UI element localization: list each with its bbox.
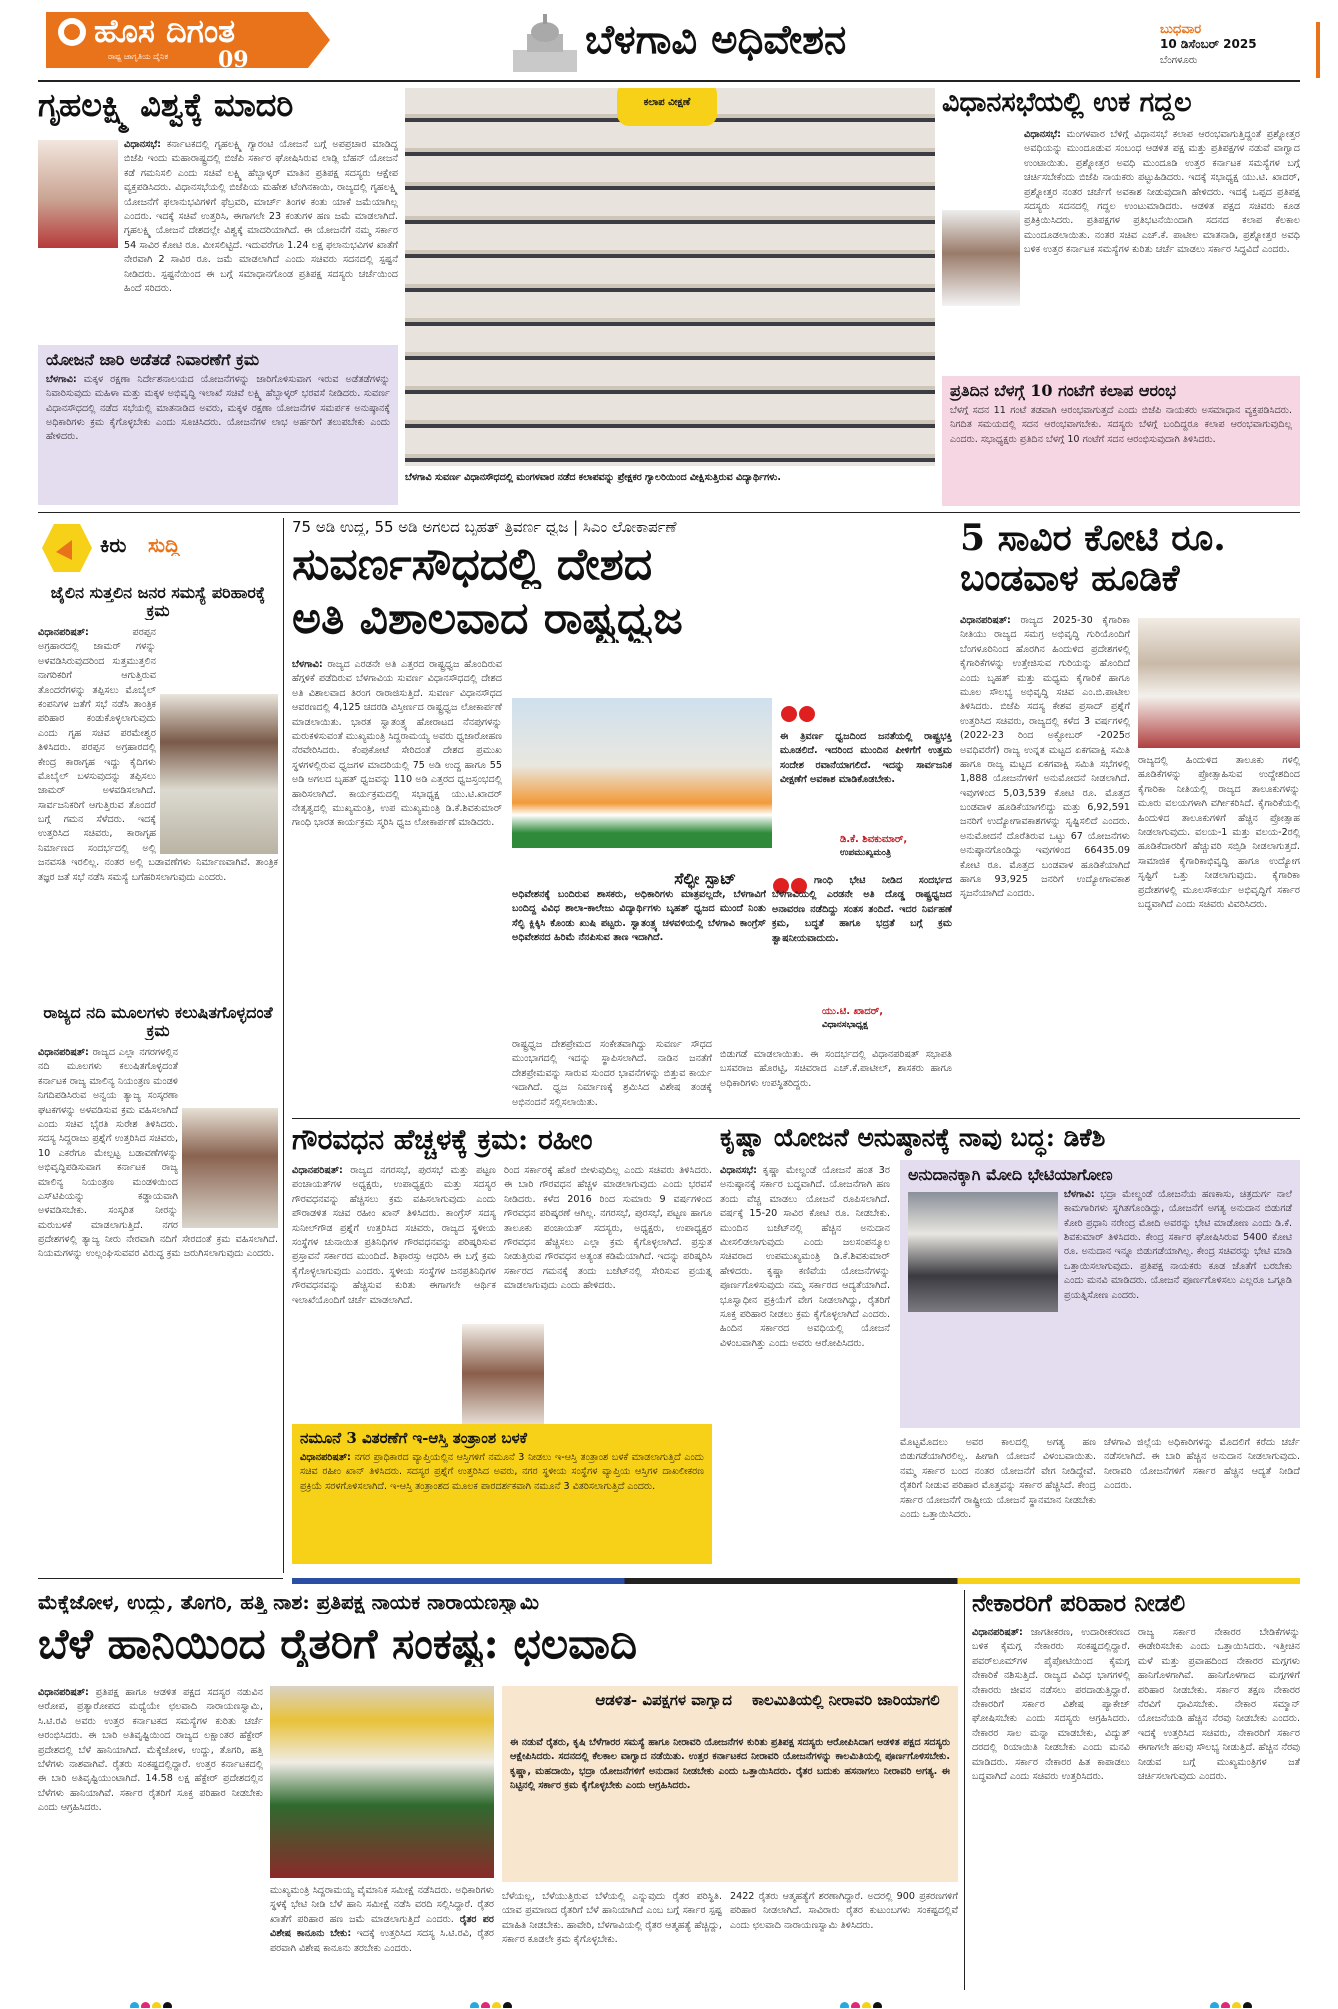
dateline-block bbox=[1160, 22, 1320, 78]
story-body bbox=[720, 1164, 890, 1572]
dateline: ವಿಧಾನಸಭೆ: bbox=[124, 139, 161, 150]
body-text: ಮಂಗಳವಾರ ಬೆಳಿಗ್ಗೆ ವಿಧಾನಸಭೆ ಕಲಾಪ ಆರಂಭವಾಗುತ್ತಿದ್ದಂತೆ ಪ್ರಶ್ನೋತ್ತರ ಅವಧಿಯನ್ನು ಮುಂದೂಡುವ ಸಂಬಂಧ ಆಡಳಿತ ಪಕ್ಷ ಮತ್ತು ಪ್ರತಿಪಕ್ಷಗಳ ನಡುವೆ ವಾಗ್ವಾದ ಉಂಟಾಯಿತು. ಪ್ರಶ್ನೋತ್ತರ ಅವಧಿ ಮುಂದೂಡಿ ಉತ್ತರ ಕರ್ನಾಟಕ ಸಮಸ್ಯೆಗಳ ಬಗ್ಗೆ ಚರ್ಚಿಸಬೇಕೆಂದು ಬಿಜೆಪಿ ನಾಯಕರು ಪಟ್ಟುಹಿಡಿದರು. ಇದಕ್ಕೆ ಸಭಾಧ್ಯಕ್ಷ ಯು.ಟಿ. ಖಾದರ್, ಪ್ರಶ್ನೋತ್ತರ ನಂತರ ಚರ್ಚೆಗೆ ಅವಕಾಶ ನೀಡುವುದಾಗಿ ಹೇಳಿದರು. ಇದಕ್ಕೆ ಒಪ್ಪದ ಪ್ರತಿಪಕ್ಷ ಸದಸ್ಯರು ಸದನದಲ್ಲಿ ಗದ್ದಲ ಉಂಟುಮಾಡಿದರು. ಆಡಳಿತ ಪಕ್ಷದ ಸಚಿವರು ಕೂಡ ಪ್ರತಿಕ್ರಿಯಿಸಿದರು. ಪ್ರತಿಪಕ್ಷಗಳ ಪ್ರತಿಭಟನೆಯಿಂದಾಗಿ ಸದನದ ಕಲಾಪ ಕೆಲಕಾಲ ಮುಂದೂಡಲಾಯಿತು. ನಂತರ ಸಚಿವ ಎಚ್.ಕೆ. ಪಾಟೀಲ ಮಾತನಾಡಿ, ಪ್ರಶ್ನೋತ್ತರ ಅವಧಿ ಬಳಿಕ ಉತ್ತರ ಕರ್ನಾಟಕ ಸಮಸ್ಯೆಗಳ ಕುರಿತು ಚರ್ಚೆ ಮಾಡಲು ಸರ್ಕಾರ ಸಿದ್ಧವಿದೆ ಎಂದರು. bbox=[1024, 129, 1300, 256]
kirusuddi-label-a: ಕಿರು bbox=[100, 534, 127, 557]
body-text: ನಗರ ಪ್ರಾಧಿಕಾರದ ವ್ಯಾಪ್ತಿಯಲ್ಲಿನ ಆಸ್ತಿಗಳಿಗೆ ನಮೂನೆ 3 ನೀಡಲು ಇ-ಆಸ್ತಿ ತಂತ್ರಾಂಶ ಬಳಕೆ ಮಾಡಲಾಗುತ್ತಿದೆ ಎಂದು ಸಚಿವ ರಹೀಂ ಖಾನ್ ತಿಳಿಸಿದರು. ಸದಸ್ಯರ ಪ್ರಶ್ನೆಗೆ ಉತ್ತರಿಸಿದ ಅವರು, ನಗರ ಸ್ಥಳೀಯ ಸಂಸ್ಥೆಗಳ ವ್ಯಾಪ್ತಿಯ ಆಸ್ತಿಗಳ ದಾಖಲೀಕರಣ ಪ್ರಕ್ರಿಯೆ ಸರಳಗೊಳಿಸಲಾಗಿದೆ. ಇ-ಆಸ್ತಿ ತಂತ್ರಾಂಶದ ಮೂಲಕ ಪಾರದರ್ಶಕವಾಗಿ ನಮೂನೆ 3 ವಿತರಿಸಲಾಗುತ್ತಿದೆ ಎಂದರು. bbox=[300, 1451, 704, 1492]
kirusuddi-label-b: ಸುದ್ದಿ bbox=[148, 534, 180, 557]
story-col4: ಬೆಳೆಯಲ್ಲ, ಬೆಳೆಯುತ್ತಿರುವ ಬೆಳೆಯಲ್ಲಿ ಎನ್ನುವುದು ರೈತರ ಪರಿಸ್ಥಿತಿ. ಯಾವ ಪ್ರಮಾಣದ ರೈತರಿಗೆ ಬೆಳೆ ಹಾನಿಯಾಗಿದೆ ಎಂಬ ಬಗ್ಗೆ ಸರ್ಕಾರ ಸ್ಪಷ್ಟ ಮಾಹಿತಿ ನೀಡಬೇಕು. ಹಾವೇರಿ, ಬೆಳಗಾವಿಯಲ್ಲಿ ರೈತರ ಆತ್ಮಹತ್ಯೆ ಹೆಚ್ಚಿದ್ದು, ಸರ್ಕಾರ ಕೂಡಲೇ ಕ್ರಮ ಕೈಗೊಳ್ಳಬೇಕು. bbox=[502, 1891, 722, 1946]
logo-text: ಹೊಸ ದಿಗಂತ bbox=[94, 14, 236, 50]
story-krishna bbox=[720, 1124, 1300, 1572]
story-flag bbox=[292, 518, 952, 1112]
story-body bbox=[942, 128, 1300, 368]
photo-mbpatil bbox=[1138, 618, 1300, 748]
row2a-rule bbox=[292, 1118, 1300, 1119]
story-body bbox=[124, 138, 398, 338]
dateline: ವಿಧಾನಪರಿಷತ್: bbox=[38, 627, 89, 638]
kirusuddi-column bbox=[38, 518, 278, 1573]
story-col2: ಮೊಟ್ಟಮೊದಲು ಅವರ ಕಾಲದಲ್ಲಿ ಅಗತ್ಯ ಹಣ ಬಿಡುಗಡೆಯಾಗಿರಲಿಲ್ಲ. ಹೀಗಾಗಿ ಯೋಜನೆ ವಿಳಂಬವಾಯಿತು. ನಮ್ಮ ಸರ್ಕಾರ ಬಂದ ನಂತರ ಯೋಜನೆಗೆ ವೇಗ ನೀಡಿದ್ದೇವೆ. ರೈತರಿಗೆ ನೀಡುವ ಪರಿಹಾರ ಮೊತ್ತವನ್ನು ಸರ್ಕಾರ ಹೆಚ್ಚಿಸಿದೆ. ಕೇಂದ್ರ ಸರ್ಕಾರ ಯೋಜನೆಗೆ ರಾಷ್ಟ್ರೀಯ ಯೋಜನೆ ಸ್ಥಾನಮಾನ ನೀಡಬೇಕು ಎಂದು ಒತ್ತಾಯಿಸಿದರು. bbox=[900, 1437, 1096, 1520]
headline: ಅನುದಾನಕ್ಕಾಗಿ ಮೋದಿ ಭೇಟಿಯಾಗೋಣ bbox=[908, 1165, 1113, 1184]
headline: ಯೋಜನೆ ಜಾರಿ ಅಡೆತಡೆ ನಿವಾರಣೆಗೆ ಕ್ರಮ bbox=[46, 350, 260, 369]
kirusuddi-label bbox=[38, 518, 278, 578]
dateline: ವಿಧಾನಪರಿಷತ್: bbox=[300, 1451, 351, 1463]
row1-rule bbox=[38, 512, 1300, 513]
divider-tricolor bbox=[292, 1578, 1300, 1584]
flag-col2: ರಾಷ್ಟ್ರಧ್ವಜ ದೇಶಪ್ರೇಮದ ಸಂಕೇತವಾಗಿದ್ದು ಸುವರ್ಣ ಸೌಧದ ಮುಂಭಾಗದಲ್ಲಿ ಇದನ್ನು ಸ್ಥಾಪಿಸಲಾಗಿದೆ. ನಾಡಿನ ಜನತೆಗೆ ದೇಶಪ್ರೇಮವನ್ನು ಸಾರುವ ಸುಂದರ ಭಾವನೆಗಳನ್ನು ಬಿತ್ತುವ ಕಾರ್ಯ ಇದಾಗಿದೆ. ಧ್ವಜ ನಿರ್ಮಾಣಕ್ಕೆ ಶ್ರಮಿಸಿದ ವಿಶೇಷ ತಂಡಕ್ಕೆ ಅಭಿನಂದನೆ ಸಲ್ಲಿಸಲಾಯಿತು. bbox=[512, 1039, 712, 1108]
story-body bbox=[46, 373, 390, 445]
kiru-rule bbox=[283, 518, 284, 1573]
kiru-item2-body bbox=[38, 1046, 278, 1573]
quote-text: ಗಾಂಧಿ ಭೇಟಿ ನೀಡಿದ ಸಂದರ್ಭದ ಬೆಳಗಾವಿಯಲ್ಲಿ ಎರಡನೇ ಅತಿ ದೊಡ್ಡ ರಾಷ್ಟ್ರಧ್ವಜದ ಅನಾವರಣ ನಡೆದಿದ್ದು ಸಂತಸ ತಂದಿದೆ. ಇದರ ನಿರ್ವಹಣೆ ಕ್ರಮ, ಬದ್ಧತೆ ಹಾಗೂ ಭದ್ರತೆ ಬಗ್ಗೆ ಕ್ರಮ ತ್ವಾಷನೀಯವಾದುದು. bbox=[772, 875, 952, 944]
registration-marks-right bbox=[1210, 1996, 1270, 2008]
soudha-dome-icon bbox=[505, 10, 585, 74]
quote-icon bbox=[780, 698, 818, 728]
dateline: ವಿಧಾನಪರಿಷತ್: bbox=[38, 1047, 89, 1058]
story-gaurava bbox=[292, 1124, 712, 1572]
headline: ಬೆಳೆ ಹಾನಿಯಿಂದ ರೈತರಿಗೆ ಸಂಕಷ್ಟ: ಛಲವಾದಿ bbox=[38, 1620, 638, 1668]
masthead bbox=[0, 0, 1338, 80]
story-body bbox=[292, 658, 502, 1108]
sub-body: ಇದಕ್ಕೆ ಉತ್ತರಿಸಿದ ಸದಸ್ಯ ಸಿ.ಟಿ.ರವಿ, ರೈತರ ಪರವಾಗಿ ವಿಶೇಷ ಕಾನೂನು ತರಬೇಕು ಎಂದರು. bbox=[270, 1928, 494, 1954]
story-col2 bbox=[270, 1884, 494, 1986]
story-col2: ರಾಜ್ಯದಲ್ಲಿ ಹಿಂದುಳಿದ ತಾಲೂಕು ಗಳಲ್ಲಿ ಹೂಡಿಕೆಗಳನ್ನು ಪ್ರೋತ್ಸಾಹಿಸುವ ಉದ್ದೇಶದಿಂದ ಕೈಗಾರಿಕಾ ನೀತಿಯಲ್ಲಿ ರಾಜ್ಯದ ತಾಲೂಕುಗಳನ್ನು ಮೂರು ವಲಯಗಳಾಗಿ ವರ್ಗೀಕರಿಸಿದೆ. ಕೈಗಾರಿಕೆಯಲ್ಲಿ ಹಿಂದುಳಿದ ತಾಲೂಕುಗಳಿಗೆ ಹೆಚ್ಚಿನ ಪ್ರೋತ್ಸಾಹ ನೀಡಲಾಗುವುದು. ವಲಯ-1 ಮತ್ತು ವಲಯ-2ರಲ್ಲಿ ಹೂಡಿಕೆದಾರರಿಗೆ ಹೆಚ್ಚುವರಿ ಸಬ್ಸಿಡಿ ನೀಡಲಾಗುತ್ತದೆ. ಸಾಮಾಜಿಕ ಕೈಗಾರಿಕಾಭಿವೃದ್ಧಿ ಹಾಗೂ ಉದ್ಯೋಗ ಸೃಷ್ಟಿಗೆ ಒತ್ತು ನೀಡಲಾಗುವುದು. ಕೈಗಾರಿಕಾ ಪ್ರದೇಶಗಳಲ್ಲಿ ಮೂಲಸೌಕರ್ಯ ಅಭಿವೃದ್ಧಿಗೆ ಸರ್ಕಾರ ಬದ್ಧವಾಗಿದೆ ಎಂದು ಸಚಿವರು ವಿವರಿಸಿದರು. bbox=[1138, 755, 1300, 910]
quote-author: ಡಿ.ಕೆ. ಶಿವಕುಮಾರ್, bbox=[840, 834, 908, 845]
dateline: ಬೆಳಗಾವಿ: bbox=[1064, 1188, 1095, 1200]
main-photo bbox=[405, 88, 935, 466]
box-modi bbox=[900, 1160, 1300, 1428]
story-body bbox=[300, 1451, 704, 1494]
story-bandavala bbox=[960, 518, 1300, 1112]
selfie-headline: ಸೆಲ್ಫೀ ಸ್ಪಾಟ್ bbox=[674, 870, 736, 888]
registration-marks-mid bbox=[840, 1996, 900, 2008]
body-text: ಈ ನಡುವೆ ರೈತರು, ಕೃಷಿ ಬೆಳೆಗಾರರ ಸಮಸ್ಯೆ ಹಾಗೂ ನೀರಾವರಿ ಯೋಜನೆಗಳ ಕುರಿತು ಪ್ರತಿಪಕ್ಷ ಸದಸ್ಯರು ಆರೋಪಿಸಿದಾಗ ಆಡಳಿತ ಪಕ್ಷದ ಸದಸ್ಯರು ಆಕ್ಷೇಪಿಸಿದರು. ಸದನದಲ್ಲಿ ಕೆಲಕಾಲ ವಾಗ್ವಾದ ನಡೆಯಿತು. ಉತ್ತರ ಕರ್ನಾಟಕದ ನೀರಾವರಿ ಯೋಜನೆಗಳನ್ನು ಕಾಲಮಿತಿಯಲ್ಲಿ ಪೂರ್ಣಗೊಳಿಸಬೇಕು. ಕೃಷ್ಣಾ, ಮಹದಾಯಿ, ಭದ್ರಾ ಯೋಜನೆಗಳಿಗೆ ಅನುದಾನ ನೀಡಬೇಕು ಎಂದು ಒತ್ತಾಯಿಸಿದರು. ರೈತರ ಬದುಕು ಹಸನಾಗಲು ನೀರಾವರಿ ಅಗತ್ಯ. ಈ ನಿಟ್ಟಿನಲ್ಲಿ ಸರ್ಕಾರ ಕ್ರಮ ಕೈಗೊಳ್ಳಬೇಕು ಎಂದು ಆಗ್ರಹಿಸಿದರು. bbox=[510, 1737, 950, 1792]
box-eaasti bbox=[292, 1424, 712, 1564]
subhead: ರೈತರ ಪರ ವಿಶೇಷ ಕಾನೂನು ಬೇಕು: bbox=[270, 1913, 494, 1940]
story-uka bbox=[942, 88, 1300, 368]
headline-right: ಕಾಲಮಿತಿಯಲ್ಲಿ ನೀರಾವರಿ ಜಾರಿಯಾಗಲಿ bbox=[752, 1692, 940, 1709]
logo-block bbox=[38, 8, 338, 72]
headline: ಗೃಹಲಕ್ಷ್ಮಿ ವಿಶ್ವಕ್ಕೆ ಮಾದರಿ bbox=[38, 88, 294, 124]
body-text: ಪರಪ್ಪನ ಅಗ್ರಹಾರದಲ್ಲಿ ಜಾಮರ್ ಗಳನ್ನು ಅಳವಡಿಸಿರುವುದರಿಂದ ಸುತ್ತಮುತ್ತಲಿನ ನಾಗರಿಕರಿಗೆ ಆಗುತ್ತಿರುವ ತೊಂದರೆಗಳನ್ನು ತಪ್ಪಿಸಲು ಮೊಬೈಲ್ ಕಂಪನಿಗಳ ಜತೆಗೆ ಸಭೆ ನಡೆಸಿ ತಾಂತ್ರಿಕ ಪರಿಹಾರ ಕಂಡುಕೊಳ್ಳಲಾಗುವುದು ಎಂದು ಗೃಹ ಸಚಿವ ಪರಮೇಶ್ವರ ತಿಳಿಸಿದರು. ಪರಪ್ಪನ ಅಗ್ರಹಾರದಲ್ಲಿ ಕೇಂದ್ರ ಕಾರಾಗೃಹ ಇದ್ದು ಕೈದಿಗಳು ಮೊಬೈಲ್ ಬಳಸುವುದನ್ನು ತಪ್ಪಿಸಲು ಜಾಮರ್ ಅಳವಡಿಸಲಾಗಿದೆ. ಸಾರ್ವಜನಿಕರಿಗೆ ಆಗುತ್ತಿರುವ ತೊಂದರೆ ಬಗ್ಗೆ ಗಮನ ಸೆಳೆದರು. ಇದಕ್ಕೆ ಉತ್ತರಿಸಿದ ಸಚಿವರು, ಕಾರಾಗೃಹ ನಿರ್ಮಾಣದ ಸಂದರ್ಭದಲ್ಲಿ ಅಲ್ಲಿ ಜನವಸತಿ ಇರಲಿಲ್ಲ. ನಂತರ ಅಲ್ಲಿ ಬಡಾವಣೆಗಳು ನಿರ್ಮಾಣವಾಗಿವೆ. ತಾಂತ್ರಿಕ ತಜ್ಞರ ಜತೆ ಸಭೆ ನಡೆಸಿ ಸಮಸ್ಯೆ ಬಗೆಹರಿಸಲಾಗುವುದು ಎಂದರು. bbox=[38, 627, 278, 883]
main-photo-block bbox=[405, 88, 935, 506]
body-text: ಭದ್ರಾ ಮೇಲ್ದಂಡೆ ಯೋಜನೆಯ ಹಣಕಾಸು, ಚಿತ್ರದುರ್ಗ ನಾಲೆ ಕಾಮಗಾರಿಗಳು ಸ್ಥಗಿತಗೊಂಡಿದ್ದು, ಯೋಜನೆಗೆ ಅಗತ್ಯ ಅನುದಾನ ಬಿಡುಗಡೆ ಕೋರಿ ಪ್ರಧಾನಿ ನರೇಂದ್ರ ಮೋದಿ ಅವರನ್ನು ಭೇಟಿ ಮಾಡೋಣ ಎಂದು ಡಿ.ಕೆ. ಶಿವಕುಮಾರ್ ತಿಳಿಸಿದರು. ಕೇಂದ್ರ ಸರ್ಕಾರ ಘೋಷಿಸಿರುವ 5400 ಕೋಟಿ ರೂ. ಅನುದಾನ ಇನ್ನೂ ಬಿಡುಗಡೆಯಾಗಿಲ್ಲ. ಕೇಂದ್ರ ಸಚಿವರನ್ನು ಭೇಟಿ ಮಾಡಿ ಒತ್ತಾಯಿಸಲಾಗುವುದು. ಪ್ರತಿಪಕ್ಷ ನಾಯಕರು ಕೂಡ ಜೊತೆಗೆ ಬರಬೇಕು ಎಂದು ಮನವಿ ಮಾಡಿದರು. ಯೋಜನೆ ಪೂರ್ಣಗೊಳಿಸಲು ಎಲ್ಲರೂ ಒಗ್ಗೂಡಿ ಪ್ರಯತ್ನಿಸೋಣ ಎಂದರು. bbox=[1064, 1188, 1292, 1301]
selfie-body: ಅಧಿವೇಶನಕ್ಕೆ ಬಂದಿರುವ ಶಾಸಕರು, ಅಧಿಕಾರಿಗಳು ಮಾತ್ರವಲ್ಲದೇ, ಬೆಳಗಾವಿಗೆ ಬಂದಿದ್ದ ವಿವಿಧ ಶಾಲಾ-ಕಾಲೇಜು ವಿದ್ಯಾರ್ಥಿಗಳು ಬೃಹತ್ ಧ್ವಜದ ಮುಂದೆ ನಿಂತು ಸೆಲ್ಫಿ ಕ್ಲಿಕ್ಕಿಸಿ ಕೊಂಡು ಖುಷಿ ಪಟ್ಟರು. ಸ್ವಾತಂತ್ರ್ಯ ಚಳವಳಿಯಲ್ಲಿ ಬೆಳಗಾವಿ ಕಾಂಗ್ರೆಸ್ ಅಧಿವೇಶನದ ಹಿರಿಮೆ ನೆನಪಿಸುವ ತಾಣ ಇದಾಗಿದೆ. bbox=[512, 888, 766, 944]
photo-caption: ಬೆಳಗಾವಿ ಸುವರ್ಣ ವಿಧಾನಸೌಧದಲ್ಲಿ ಮಂಗಳವಾರ ನಡೆದ ಕಲಾಪವನ್ನು ಪ್ರೇಕ್ಷಕರ ಗ್ಯಾಲರಿಯಿಂದ ವೀಕ್ಷಿಸುತ್ತಿರುವ ವಿದ್ಯಾರ್ಥಿಗಳು. bbox=[405, 472, 781, 483]
story-gruhalakshmi bbox=[38, 88, 398, 338]
dateline: ಬೆಳಗಾವಿ: bbox=[46, 373, 77, 385]
dateline: ವಿಧಾನಪರಿಷತ್: bbox=[38, 1687, 89, 1698]
body-text: ಬೆಳಗ್ಗೆ ಸದನ 11 ಗಂಟೆ ತಡವಾಗಿ ಆರಂಭವಾಗುತ್ತದೆ ಎಂದು ಬಿಜೆಪಿ ನಾಯಕರು ಅಸಮಾಧಾನ ವ್ಯಕ್ತಪಡಿಸಿದರು. ನಿಗದಿತ ಸಮಯದಲ್ಲಿ ಸದನ ಆರಂಭವಾಗಬೇಕು. ಸದಸ್ಯರು ಬೆಳಗ್ಗೆ ಬಂದಿದ್ದರೂ ಕಲಾಪ ಆರಂಭವಾಗುವುದಿಲ್ಲ ಎಂದರು. ಸಭಾಧ್ಯಕ್ಷರು ಪ್ರತಿದಿನ ಬೆಳಗ್ಗೆ 10 ಗಂಟೆಗೆ ಸದನ ಆರಂಭಿಸುವುದಾಗಿ ತಿಳಿಸಿದರು. bbox=[950, 404, 1292, 445]
section-title: ಬೆಳಗಾವಿ ಅಧಿವೇಶನ bbox=[585, 18, 847, 63]
body-text: ಕರ್ನಾಟಕದಲ್ಲಿ ಗೃಹಲಕ್ಷ್ಮಿ ಗ್ಯಾರಂಟಿ ಯೋಜನೆ ಬಗ್ಗೆ ಅಪಪ್ರಚಾರ ಮಾಡಿದ್ದ ಬಿಜೆಪಿ ಇಂದು ಮಹಾರಾಷ್ಟ್ರದಲ್ಲಿ ಬಿಜೆಪಿ ಸರ್ಕಾರ ಘೋಷಿಸಿರುವ ಲಾಡ್ಲಿ ಬೆಹನ್ ಯೋಜನೆ ಕಡೆ ಗಮನಿಸಲಿ ಎಂದು ಸಚಿವೆ ಲಕ್ಷ್ಮಿ ಹೆಬ್ಬಾಳ್ಕರ್ ಮಾತಿನ ಪ್ರತಿಪಕ್ಷ ಸದಸ್ಯರು ಆಕ್ಷೇಪ ವ್ಯಕ್ತಪಡಿಸಿದರು. ವಿಧಾನಸಭೆಯಲ್ಲಿ ಬಿಜೆಪಿಯ ಮಹೇಶ ಟೆಂಗಿನಕಾಯಿ, ರಾಜ್ಯದಲ್ಲಿ ಗೃಹಲಕ್ಷ್ಮಿ ಯೋಜನೆಗೆ ಫಲಾನುಭವಿಗಳಿಗೆ ಫೆಬ್ರವರಿ, ಮಾರ್ಚ್ ತಿಂಗಳ ಕಂತು ಯಾಕೆ ಜಮೆಯಾಗಿಲ್ಲ ಎಂದರು. ಇದಕ್ಕೆ ಸಚಿವೆ ಉತ್ತರಿಸಿ, ಈಗಾಗಲೇ 23 ಕಂತುಗಳ ಹಣ ಜಮೆ ಮಾಡಲಾಗಿದೆ. ಗೃಹಲಕ್ಷ್ಮಿ ಯೋಜನೆ ದೇಶದಲ್ಲೇ ವಿಶ್ವಕ್ಕೆ ಮಾದರಿಯಾಗಿದೆ. ಈ ಯೋಜನೆಗೆ ನಮ್ಮ ಸರ್ಕಾರ 54 ಸಾವಿರ ಕೋಟಿ ರೂ. ಮೀಸಲಿಟ್ಟಿದೆ. ಇದುವರೆಗೂ 1.24 ಲಕ್ಷ ಫಲಾನುಭವಿಗಳ ಖಾತೆಗೆ ನೇರವಾಗಿ 2 ಸಾವಿರ ರೂ. ಜಮೆ ಮಾಡಲಾಗಿದೆ ಎಂದು ಸಚಿವರು ಸದನದಲ್ಲಿ ಸ್ಪಷ್ಟನೆ ನೀಡಿದರು. ಸ್ಪಷ್ಟನೆಯಿಂದ ಈ ಬಗ್ಗೆ ಸಮಾಧಾನಗೊಂಡ ಪ್ರತಿಪಕ್ಷ ಸದಸ್ಯರು ಚರ್ಚೆಯಿಂದ ಹಿಂದೆ ಸರಿದರು. bbox=[124, 139, 398, 294]
story-nekara bbox=[972, 1590, 1300, 1990]
dateline: ವಿಧಾನಪರಿಷತ್: bbox=[972, 1627, 1023, 1638]
headline: ನೇಕಾರರಿಗೆ ಪರಿಹಾರ ನೀಡಲಿ bbox=[972, 1590, 1186, 1617]
story-col2: ರಿಂದ ಸರ್ಕಾರಕ್ಕೆ ಹೊರೆ ಬೀಳುವುದಿಲ್ಲ ಎಂದು ಸಚಿವರು ತಿಳಿಸಿದರು. ಈ ಬಾರಿ ಗೌರವಧನ ಹೆಚ್ಚಳ ಮಾಡಲಾಗುವುದು ಎಂದು ಭರವಸೆ ನೀಡಿದರು. ಕಳೆದ 2016 ರಿಂದ ಸುಮಾರು 9 ವರ್ಷಗಳಿಂದ ಗೌರವಧನ ಪರಿಷ್ಕರಣೆ ಆಗಿಲ್ಲ. ನಗರಸಭೆ, ಪುರಸಭೆ, ಪಟ್ಟಣ ಹಾಗೂ ತಾಲೂಕು ಪಂಚಾಯತ್ ಸದಸ್ಯರು, ಅಧ್ಯಕ್ಷರು, ಉಪಾಧ್ಯಕ್ಷರ ಗೌರವಧನ ಹೆಚ್ಚಿಸಲು ಎಲ್ಲಾ ಕ್ರಮ ಕೈಗೊಳ್ಳಲಾಗಿದೆ. ಪ್ರಸ್ತುತ ನೀಡುತ್ತಿರುವ ಗೌರವಧನ ಅತ್ಯಂತ ಕಡಿಮೆಯಾಗಿದೆ. ಇದನ್ನು ಪರಿಷ್ಕರಿಸಿ ಸರ್ಕಾರದ ಗಮನಕ್ಕೆ ತಂದು ಬಜೆಟ್‌ನಲ್ಲಿ ಸೇರಿಸುವ ಪ್ರಯತ್ನ ಮಾಡಲಾಗುವುದು ಎಂದು ಹೇಳಿದರು. bbox=[504, 1165, 712, 1292]
body-text: ರಾಜ್ಯದ ಎಲ್ಲಾ ನಗರಗಳಲ್ಲಿನ ನದಿ ಮೂಲಗಳು ಕಲುಷಿತಗೊಳ್ಳದಂತೆ ಕರ್ನಾಟಕ ರಾಜ್ಯ ಮಾಲಿನ್ಯ ನಿಯಂತ್ರಣ ಮಂಡಳಿ ನಿಗದಿಪಡಿಸಿರುವ ಅನ್ವಯ ತ್ಯಾಜ್ಯ ಸಂಸ್ಕರಣಾ ಘಟಕಗಳನ್ನು ಅಳವಡಿಸುವ ಕ್ರಮ ವಹಿಸಲಾಗಿದೆ ಎಂದು ಸಚಿವ ಭೈರತಿ ಸುರೇಶ ತಿಳಿಸಿದರು. ಸದಸ್ಯ ಸಿದ್ದರಾಜು ಪ್ರಶ್ನೆಗೆ ಉತ್ತರಿಸಿದ ಸಚಿವರು, 10 ಎಕರೆಗೂ ಮೇಲ್ಪಟ್ಟ ಬಡಾವಣೆಗಳನ್ನು ಅಭಿವೃದ್ಧಿಪಡಿಸುವಾಗ ಕರ್ನಾಟಕ ರಾಜ್ಯ ಮಾಲಿನ್ಯ ನಿಯಂತ್ರಣ ಮಂಡಳಿಯಿಂದ ಎಸ್‌ಟಿಪಿಯನ್ನು ಕಡ್ಡಾಯವಾಗಿ ಅಳವಡಿಸಬೇಕು. ಸಂಸ್ಕರಿತ ನೀರನ್ನು ಮರುಬಳಕೆ ಮಾಡಲಾಗುತ್ತಿದೆ. ನಗರ ಪ್ರದೇಶಗಳಲ್ಲಿ ತ್ಯಾಜ್ಯ ನೀರು ನೇರವಾಗಿ ನದಿಗೆ ಸೇರದಂತೆ ಕ್ರಮ ವಹಿಸಲಾಗಿದೆ. ನಿಯಮಗಳನ್ನು ಉಲ್ಲಂಘಿಸುವವರ ವಿರುದ್ಧ ಕ್ರಮ ಜರುಗಿಸಲಾಗುವುದು ಎಂದರು. bbox=[38, 1047, 278, 1260]
story-col5: 2422 ರೈತರು ಆತ್ಮಹತ್ಯೆಗೆ ಶರಣಾಗಿದ್ದಾರೆ. ಅದರಲ್ಲಿ 900 ಪ್ರಕರಣಗಳಿಗೆ ಪರಿಹಾರ ನೀಡಲಾಗಿದೆ. ಸಾವಿರಾರು ರೈತರ ಕುಟುಂಬಗಳು ಸಂಕಷ್ಟದಲ್ಲಿವೆ ಎಂದು ಛಲವಾದಿ ನಾರಾಯಣಸ್ವಾಮಿ ತಿಳಿಸಿದರು. bbox=[730, 1891, 958, 1931]
body-text: ಮುಖ್ಯಮಂತ್ರಿ ಸಿದ್ದರಾಮಯ್ಯ ವೈಮಾನಿಕ ಸಮೀಕ್ಷೆ ನಡೆಸಿದರು. ಅಧಿಕಾರಿಗಳು ಸ್ಥಳಕ್ಕೆ ಭೇಟಿ ನೀಡಿ ಬೆಳೆ ಹಾನಿ ಸಮೀಕ್ಷೆ ನಡೆಸಿ ವರದಿ ಸಲ್ಲಿಸಿದ್ದಾರೆ. ರೈತರ ಖಾತೆಗೆ ಪರಿಹಾರ ಹಣ ಜಮೆ ಮಾಡಲಾಗುತ್ತಿದೆ ಎಂದರು. bbox=[270, 1885, 494, 1925]
headline: ಪ್ರತಿದಿನ ಬೆಳಗ್ಗೆ 10 ಗಂಟೆಗೆ ಕಲಾಪ ಆರಂಭ bbox=[950, 381, 1176, 400]
headline: ನಮೂನೆ 3 ವಿತರಣೆಗೆ ಇ-ಆಸ್ತಿ ತಂತ್ರಾಂಶ ಬಳಕೆ bbox=[300, 1429, 527, 1447]
headline: ಕೃಷ್ಣಾ ಯೋಜನೆ ಅನುಷ್ಠಾನಕ್ಕೆ ನಾವು ಬದ್ಧ: ಡಿಕೆಶಿ bbox=[720, 1124, 1106, 1152]
date-full: 10 ಡಿಸೆಂಬರ್ 2025 bbox=[1160, 37, 1257, 51]
kalapa-tag bbox=[617, 88, 717, 126]
box-yojane bbox=[38, 345, 398, 505]
kicker: 75 ಅಡಿ ಉದ್ದ, 55 ಅಡಿ ಅಗಲದ ಬೃಹತ್ ತ್ರಿವರ್ಣ ಧ್ವಜ | ಸಿಎಂ ಲೋಕಾರ್ಪಣೆ bbox=[292, 518, 677, 536]
body-text: ರಾಜ್ಯದ 2025-30 ಕೈಗಾರಿಕಾ ನೀತಿಯು ರಾಜ್ಯದ ಸಮಗ್ರ ಅಭಿವೃದ್ಧಿ ಗುರಿಯೊಂದಿಗೆ ಬೆಂಗಳೂರಿನಿಂದ ಹೊರಗಿನ ಹಿಂದುಳಿದ ಪ್ರದೇಶಗಳಲ್ಲಿ ಕೈಗಾರಿಕೆಗಳನ್ನು ಉತ್ತೇಜಿಸುವ ಗುರಿಯನ್ನು ಹೊಂದಿದೆ ಎಂದು ಬೃಹತ್ ಮತ್ತು ಮಧ್ಯಮ ಕೈಗಾರಿಕೆ ಹಾಗೂ ಮೂಲ ಸೌಲಭ್ಯ ಅಭಿವೃದ್ಧಿ ಸಚಿವ ಎಂ.ಬಿ.ಪಾಟೀಲ ತಿಳಿಸಿದರು. ಬಿಜೆಪಿ ಸದಸ್ಯ ಕೇಶವ ಪ್ರಸಾದ್ ಪ್ರಶ್ನೆಗೆ ಉತ್ತರಿಸಿದ ಸಚಿವರು, ರಾಜ್ಯದಲ್ಲಿ ಕಳೆದ 3 ವರ್ಷಗಳಲ್ಲಿ (2022-23 ರಿಂದ ಅಕ್ಟೋಬರ್ -2025ರ ಅವಧಿವರೆಗೆ) ರಾಜ್ಯ ಉನ್ನತ ಮಟ್ಟದ ಏಕಗವಾಕ್ಷಿ ಸಮಿತಿ ಹಾಗೂ ರಾಜ್ಯ ಮಟ್ಟದ ಏಕಗವಾಕ್ಷಿ ಸಮಿತಿ ಸಭೆಗಳಲ್ಲಿ 1,888 ಯೋಜನೆಗಳಿಗೆ ಅನುಮೋದನೆ ನೀಡಲಾಗಿದೆ. ಇವುಗಳಿಂದ 5,03,539 ಕೋಟಿ ರೂ. ಮೊತ್ತದ ಬಂಡವಾಳ ಹೂಡಿಕೆಯಾಗಲಿದ್ದು ಮತ್ತು 6,92,591 ಜನರಿಗೆ ಉದ್ಯೋಗಾವಕಾಶಗಳನ್ನು ಸೃಷ್ಟಿಸಲಿದೆ ಎಂದರು. ಅನುಮೋದನೆ ದೊರೆತಿರುವ ಒಟ್ಟು 67 ಯೋಜನೆಗಳು ಅನುಷ್ಠಾನಗೊಂಡಿದ್ದು ಇವುಗಳಿಂದ 66435.09 ಕೋಟಿ ರೂ. ಮೊತ್ತದ ಬಂಡವಾಳ ಹೂಡಿಕೆಯಾಗಿದೆ ಹಾಗೂ 93,925 ಜನರಿಗೆ ಉದ್ಯೋಗಾವಕಾಶ ಸೃಜನೆಯಾಗಿದೆ ಎಂದರು. bbox=[960, 615, 1130, 900]
quote-dks bbox=[780, 698, 952, 868]
selfie-box bbox=[512, 870, 766, 1020]
dateline: ವಿಧಾನಸಭೆ: bbox=[1024, 129, 1061, 140]
kiru-item1-body bbox=[38, 626, 278, 992]
story-body bbox=[972, 1626, 1130, 1986]
quote-khader bbox=[772, 870, 952, 1040]
date-city: ಬೆಂಗಳೂರು bbox=[1160, 55, 1198, 66]
story-bele bbox=[38, 1590, 958, 1990]
logo-tagline: ರಾಷ್ಟ್ರ ಜಾಗೃತಿಯ ದೈನಿಕ bbox=[108, 52, 169, 61]
body-text: ಕೃಷ್ಣಾ ಮೇಲ್ದಂಡೆ ಯೋಜನೆ ಹಂತ 3ರ ಅನುಷ್ಠಾನಕ್ಕೆ ಸರ್ಕಾರ ಬದ್ಧವಾಗಿದೆ. ಯೋಜನೆಗಾಗಿ ಹಣ ತಂದು ವೆಚ್ಚ ಮಾಡಲು ಯೋಜನೆ ರೂಪಿಸಲಾಗಿದೆ. ವರ್ಷಕ್ಕೆ 15-20 ಸಾವಿರ ಕೋಟಿ ರೂ. ನೀಡಬೇಕು. ಮುಂದಿನ ಬಜೆಟ್‌ನಲ್ಲಿ ಹೆಚ್ಚಿನ ಅನುದಾನ ಮೀಸಲಿಡಲಾಗುವುದು ಎಂದು ಜಲಸಂಪನ್ಮೂಲ ಸಚಿವರಾದ ಉಪಮುಖ್ಯಮಂತ್ರಿ ಡಿ.ಕೆ.ಶಿವಕುಮಾರ್ ಹೇಳಿದರು. ಕೃಷ್ಣಾ ಕಣಿವೆಯ ಯೋಜನೆಗಳನ್ನು ಪೂರ್ಣಗೊಳಿಸುವುದು ನಮ್ಮ ಸರ್ಕಾರದ ಆದ್ಯತೆಯಾಗಿದೆ. ಭೂಸ್ವಾಧೀನ ಪ್ರಕ್ರಿಯೆಗೆ ವೇಗ ನೀಡಲಾಗಿದ್ದು, ರೈತರಿಗೆ ಸೂಕ್ತ ಪರಿಹಾರ ನೀಡಲು ಕ್ರಮ ಕೈಗೊಳ್ಳಲಾಗಿದೆ ಎಂದರು. ಹಿಂದಿನ ಸರ್ಕಾರದ ಅವಧಿಯಲ್ಲಿ ಯೋಜನೆ ವಿಳಂಬವಾಗಿತ್ತು ಎಂದು ಅವರು ಆರೋಪಿಸಿದರು. bbox=[720, 1165, 890, 1349]
headline: ಗೌರವಧನ ಹೆಚ್ಚಳಕ್ಕೆ ಕ್ರಮ: ರಹೀಂ bbox=[292, 1124, 593, 1156]
headline: ವಿಧಾನಸಭೆಯಲ್ಲಿ ಉಕ ಗದ್ದಲ bbox=[942, 88, 1192, 118]
dateline: ವಿಧಾನಪರಿಷತ್: bbox=[960, 615, 1011, 626]
story-col2: ರಾಜ್ಯ ಸರ್ಕಾರ ನೇಕಾರರ ಬೇಡಿಕೆಗಳನ್ನು ಈಡೇರಿಸಬೇಕು ಎಂದು ಒತ್ತಾಯಿಸಿದರು. ಇತ್ತೀಚಿನ ಮಳೆ ಮತ್ತು ಪ್ರವಾಹದಿಂದ ನೇಕಾರರ ಮಗ್ಗಗಳು ಹಾನಿಗೊಳಗಾಗಿವೆ. ಹಾನಿಗೊಳಗಾದ ಮಗ್ಗಗಳಿಗೆ ಪರಿಹಾರ ನೀಡಬೇಕು. ಸರ್ಕಾರ ತಕ್ಷಣ ನೇಕಾರರ ನೆರವಿಗೆ ಧಾವಿಸಬೇಕು. ನೇಕಾರ ಸಮ್ಮಾನ್ ಯೋಜನೆಯಡಿ ಹೆಚ್ಚಿನ ನೆರವು ನೀಡಬೇಕು ಎಂದರು. ಇದಕ್ಕೆ ಉತ್ತರಿಸಿದ ಸಚಿವರು, ನೇಕಾರರಿಗೆ ಸರ್ಕಾರ ಈಗಾಗಲೇ ಹಲವು ಸೌಲಭ್ಯ ನೀಡುತ್ತಿದೆ. ಹೆಚ್ಚಿನ ನೆರವು ನೀಡುವ ಬಗ್ಗೆ ಮುಖ್ಯಮಂತ್ರಿಗಳ ಜತೆ ಚರ್ಚಿಸಲಾಗುವುದು ಎಂದರು. bbox=[1138, 1627, 1300, 1782]
row2-rule bbox=[38, 1578, 283, 1579]
page-number: 09 bbox=[218, 48, 249, 72]
photo-dks bbox=[908, 1192, 1058, 1312]
quote-role: ವಿಧಾನಸಭಾಧ್ಯಕ್ಷ bbox=[822, 1020, 868, 1030]
headline: 5 ಸಾವಿರ ಕೋಟಿ ರೂ. ಬಂಡವಾಳ ಹೂಡಿಕೆ bbox=[960, 518, 1226, 600]
story-col3: ಚೆಳಗಾವಿ ಜಿಲ್ಲೆಯ ಅಧಿಕಾರಿಗಳನ್ನು ಮೊದಲಿಗೆ ಕರೆದು ಚರ್ಚೆ ನಡೆಸಲಾಗಿದೆ. ಈ ಬಾರಿ ಹೆಚ್ಚಿನ ಅನುದಾನ ನೀಡಲಾಗುವುದು. ನೀರಾವರಿ ಯೋಜನೆಗಳಿಗೆ ಸರ್ಕಾರ ಹೆಚ್ಚಿನ ಆದ್ಯತೆ ನೀಡಿದೆ ಎಂದರು. bbox=[1104, 1437, 1300, 1492]
megaphone-icon bbox=[42, 522, 92, 574]
kiru-item1-headline: ಜೈಲಿನ ಸುತ್ತಲಿನ ಜನರ ಸಮಸ್ಯೆ ಪರಿಹಾರಕ್ಕೆ ಕ್ರಮ bbox=[50, 584, 266, 620]
body-text: ಮಕ್ಕಳ ರಕ್ಷಣಾ ನಿರ್ದೇಶನಾಲಯದ ಯೋಜನೆಗಳನ್ನು ಜಾರಿಗೊಳಿಸುವಾಗ ಇರುವ ಅಡೆತಡೆಗಳನ್ನು ನಿವಾರಿಸುವುದು ಮಹಿಳಾ ಮತ್ತು ಮಕ್ಕಳ ಅಭಿವೃದ್ಧಿ ಇಲಾಖೆ ಸಚಿವೆ ಲಕ್ಷ್ಮಿ ಹೆಬ್ಬಾಳ್ಕರ್ ಭರವಸೆ ನೀಡಿದರು. ಸುವರ್ಣ ವಿಧಾನಸೌಧದಲ್ಲಿ ನಡೆದ ಸಭೆಯಲ್ಲಿ ಮಾತನಾಡಿದ ಅವರು, ಮಕ್ಕಳ ರಕ್ಷಣಾ ಯೋಜನೆಗಳ ಸಮರ್ಪಕ ಅನುಷ್ಠಾನಕ್ಕೆ ಅಧಿಕಾರಿಗಳು ಕ್ರಮ ಕೈಗೊಳ್ಳಬೇಕು ಎಂದು ಸೂಚಿಸಿದರು. ಯೋಜನೆಗಳ ಲಾಭ ಅರ್ಹರಿಗೆ ತಲುಪಬೇಕು ಎಂದು ಹೇಳಿದರು. bbox=[46, 373, 390, 443]
kalapa-tag-text: ಕಲಾಪ ವೀಕ್ಷಣೆ bbox=[643, 97, 691, 108]
headline-left: ಆಡಳಿತ- ವಿಪಕ್ಷಗಳ ವಾಗ್ವಾದ bbox=[595, 1692, 732, 1709]
registration-marks-left bbox=[130, 1996, 190, 2008]
registration-marks-center bbox=[470, 1996, 530, 2008]
box-vagvada bbox=[502, 1686, 958, 1882]
body-text: ರಾಜ್ಯದ ನಗರಸಭೆ, ಪುರಸಭೆ ಮತ್ತು ಪಟ್ಟಣ ಪಂಚಾಯತ್‌ಗಳ ಅಧ್ಯಕ್ಷರು, ಉಪಾಧ್ಯಕ್ಷರು ಮತ್ತು ಸದಸ್ಯರ ಗೌರವಧನವನ್ನು ಹೆಚ್ಚಿಸಲು ಕ್ರಮ ವಹಿಸಲಾಗುವುದು ಎಂದು ಪೌರಾಡಳಿತ ಸಚಿವ ರಹೀಂ ಖಾನ್ ತಿಳಿಸಿದರು. ಕಾಂಗ್ರೆಸ್ ಸದಸ್ಯ ಸುನೀಲ್‌ಗೌಡ ಪ್ರಶ್ನೆಗೆ ಉತ್ತರಿಸಿದ ಸಚಿವರು, ರಾಜ್ಯದ ಸ್ಥಳೀಯ ಸಂಸ್ಥೆಗಳ ಚುನಾಯಿತ ಪ್ರತಿನಿಧಿಗಳ ಗೌರವಧನವನ್ನು ಪರಿಷ್ಕರಿಸುವ ಪ್ರಸ್ತಾವನೆ ಸರ್ಕಾರದ ಮುಂದಿದೆ. ಶಿಫಾರಸ್ಸು ಆಧರಿಸಿ ಈ ಬಗ್ಗೆ ಕ್ರಮ ಕೈಗೊಳ್ಳಲಾಗುವುದು ಎಂದರು. ಸ್ಥಳೀಯ ಸಂಸ್ಥೆಗಳ ಜನಪ್ರತಿನಿಧಿಗಳ ಗೌರವಧನವನ್ನು ಹೆಚ್ಚಿಸುವ ಕುರಿತು ಈಗಾಗಲೇ ಆರ್ಥಿಕ ಇಲಾಖೆಯೊಂದಿಗೆ ಚರ್ಚೆ ಮಾಡಲಾಗಿದೆ. bbox=[292, 1165, 496, 1306]
masthead-rule bbox=[38, 80, 1300, 82]
headline-2: ಅತಿ ವಿಶಾಲವಾದ ರಾಷ್ಟ್ರಧ್ವಜ bbox=[292, 594, 683, 644]
quote-author: ಯು.ಟಿ. ಖಾದರ್, bbox=[822, 1006, 884, 1017]
body-text: ಜಾಗತೀಕರಣ, ಉದಾರೀಕರಣದ ಬಳಿಕ ಕೈಮಗ್ಗ ನೇಕಾರರು ಸಂಕಷ್ಟದಲ್ಲಿದ್ದಾರೆ. ಪವರ್‌ಲೂಮ್‌ಗಳ ಪೈಪೋಟಿಯಿಂದ ಕೈಮಗ್ಗ ನೇಕಾರಿಕೆ ನಶಿಸುತ್ತಿದೆ. ರಾಜ್ಯದ ವಿವಿಧ ಭಾಗಗಳಲ್ಲಿ ನೇಕಾರರು ಜೀವನ ನಡೆಸಲು ಪರದಾಡುತ್ತಿದ್ದಾರೆ. ನೇಕಾರರಿಗೆ ಸರ್ಕಾರ ವಿಶೇಷ ಪ್ಯಾಕೇಜ್ ಘೋಷಿಸಬೇಕು ಎಂದು ಸದಸ್ಯರು ಆಗ್ರಹಿಸಿದರು. ನೇಕಾರರ ಸಾಲ ಮನ್ನಾ ಮಾಡಬೇಕು, ವಿದ್ಯುತ್ ದರದಲ್ಲಿ ರಿಯಾಯಿತಿ ನೀಡಬೇಕು ಎಂದು ಮನವಿ ಮಾಡಿದರು. ಸರ್ಕಾರ ನೇಕಾರರ ಹಿತ ಕಾಪಾಡಲು ಬದ್ಧವಾಗಿದೆ ಎಂದು ಸಚಿವರು ಉತ್ತರಿಸಿದರು. bbox=[972, 1627, 1130, 1782]
kicker: ಮೆಕ್ಕೆಜೋಳ, ಉದ್ದು, ತೊಗರಿ, ಹತ್ತಿ ನಾಶ: ಪ್ರತಿಪಕ್ಷ ನಾಯಕ ನಾರಾಯಣಸ್ವಾಮಿ bbox=[38, 1590, 539, 1614]
flag-photo bbox=[512, 698, 772, 848]
kiru-item2-headline: ರಾಜ್ಯದ ನದಿ ಮೂಲಗಳು ಕಲುಷಿತಗೊಳ್ಳದಂತೆ ಕ್ರಮ bbox=[43, 1004, 273, 1040]
quote-role: ಉಪಮುಖ್ಯಮಂತ್ರಿ bbox=[840, 848, 892, 858]
dateline: ಬೆಳಗಾವಿ: bbox=[292, 659, 323, 670]
photo-minister bbox=[38, 140, 118, 248]
body-text: ಪ್ರತಿಪಕ್ಷ ಹಾಗೂ ಆಡಳಿತ ಪಕ್ಷದ ಸದಸ್ಯರ ನಡುವಿನ ಆರೋಪ, ಪ್ರತ್ಯಾರೋಪದ ಮಧ್ಯೆಯೇ ಛಲವಾದಿ ನಾರಾಯಣಸ್ವಾಮಿ, ಸಿ.ಟಿ.ರವಿ ಅವರು ಉತ್ತರ ಕರ್ನಾಟಕದ ಸಮಸ್ಯೆಗಳ ಕುರಿತು ಚರ್ಚೆ ಆರಂಭಿಸಿದರು. ಈ ಬಾರಿ ಅತಿವೃಷ್ಟಿಯಿಂದ ರಾಜ್ಯದ ಲಕ್ಷಾಂತರ ಹೆಕ್ಟೇರ್ ಪ್ರದೇಶದಲ್ಲಿ ಬೆಳೆ ಹಾನಿಯಾಗಿದೆ. ಮೆಕ್ಕೆಜೋಳ, ಉದ್ದು, ತೊಗರಿ, ಹತ್ತಿ ಬೆಳೆಗಳು ನಾಶವಾಗಿವೆ. ರೈತರು ಸಂಕಷ್ಟದಲ್ಲಿದ್ದಾರೆ. ಉತ್ತರ ಕರ್ನಾಟಕದಲ್ಲಿ ಈ ಬಾರಿ ಅತಿವೃಷ್ಟಿಯುಂಟಾಗಿದೆ. 14.58 ಲಕ್ಷ ಹೆಕ್ಟೇರ್ ಪ್ರದೇಶದಲ್ಲಿನ ಬೆಳೆಗಳು ಹಾನಿಯಾಗಿವೆ. ಸರ್ಕಾರ ರೈತರಿಗೆ ಸೂಕ್ತ ಪರಿಹಾರ ನೀಡಬೇಕು ಎಂದು ಆಗ್ರಹಿಸಿದರು. bbox=[38, 1687, 263, 1814]
story-body bbox=[292, 1164, 496, 1414]
dateline: ವಿಧಾನಪರಿಷತ್: bbox=[292, 1165, 343, 1176]
dateline: ವಿಧಾನಸಭೆ: bbox=[720, 1165, 757, 1176]
quote-text: ಈ ತ್ರಿವರ್ಣ ಧ್ವಜದಿಂದ ಜನತೆಯಲ್ಲಿ ರಾಷ್ಟ್ರಭಕ್ತಿ ಮೂಡಲಿದೆ. ಇದರಿಂದ ಮುಂದಿನ ಪೀಳಿಗೆಗೆ ಉತ್ತಮ ಸಂದೇಶ ರವಾನೆಯಾಗಲಿದೆ. ಇದನ್ನು ಸಾರ್ವಜನಿಕ ವೀಕ್ಷಣೆಗೆ ಅವಕಾಶ ಮಾಡಿಕೊಡಬೇಕು. bbox=[780, 731, 952, 786]
body-text: ರಾಜ್ಯದ ಎರಡನೇ ಅತಿ ಎತ್ತರದ ರಾಷ್ಟ್ರಧ್ವಜ ಹೊಂದಿರುವ ಹೆಗ್ಗಳಿಕೆ ಪಡೆದಿರುವ ಬೆಳಗಾವಿಯ ಸುವರ್ಣ ವಿಧಾನಸೌಧದಲ್ಲಿ ದೇಶದ ಅತಿ ವಿಶಾಲವಾದ ತಿರಂಗ ರಾರಾಜಿಸುತ್ತಿದೆ. ಸುವರ್ಣ ವಿಧಾನಸೌಧದ ಆವರಣದಲ್ಲಿ 4,125 ಚದರಡಿ ವಿಸ್ತೀರ್ಣದ ರಾಷ್ಟ್ರಧ್ವಜ ಲೋಕಾರ್ಪಣೆ ಮಾಡಲಾಯಿತು. ಭಾರತ ಸ್ವಾತಂತ್ರ್ಯ ಹೋರಾಟದ ನೆನಪುಗಳನ್ನು ಮರುಕಳಿಸುವಂತೆ ಮುಖ್ಯಮಂತ್ರಿ ಸಿದ್ದರಾಮಯ್ಯ ಅವರು ಧ್ವಜಾರೋಹಣ ನೆರವೇರಿಸಿದರು. ಕೆಂಪುಕೋಟೆ ಸೇರಿದಂತೆ ದೇಶದ ಪ್ರಮುಖ ಸ್ಥಳಗಳಲ್ಲಿರುವ ಧ್ವಜಗಳ ಮಾದರಿಯಲ್ಲಿ 75 ಅಡಿ ಉದ್ದ ಹಾಗೂ 55 ಅಡಿ ಅಗಲದ ಬೃಹತ್ ಧ್ವಜವನ್ನು 110 ಅಡಿ ಎತ್ತರದ ಧ್ವಜಸ್ತಂಭದಲ್ಲಿ ಹಾರಿಸಲಾಗಿದೆ. ಕಾರ್ಯಕ್ರಮದಲ್ಲಿ ಸಭಾಧ್ಯಕ್ಷ ಯು.ಟಿ.ಖಾದರ್ ನೇತೃತ್ವದಲ್ಲಿ ಮುಖ್ಯಮಂತ್ರಿ, ಉಪ ಮುಖ್ಯಮಂತ್ರಿ ಡಿ.ಕೆ.ಶಿವಕುಮಾರ್ ಗಾಂಧಿ ಭಾರತ ಕಾರ್ಯಕ್ರಮ ಸ್ಮರಿಸಿ ಧ್ವಜ ಲೋಕಾರ್ಪಣೆ ಮಾಡಿದರು. bbox=[292, 659, 502, 829]
row3-rule bbox=[964, 1590, 965, 1990]
date-day: ಬುಧವಾರ bbox=[1160, 22, 1202, 37]
headline-1: ಸುವರ್ಣಸೌಧದಲ್ಲಿ ದೇಶದ bbox=[292, 540, 653, 590]
story-body bbox=[960, 614, 1130, 1112]
flag-col3: ಬಿಡುಗಡೆ ಮಾಡಲಾಯಿತು. ಈ ಸಂದರ್ಭದಲ್ಲಿ ವಿಧಾನಪರಿಷತ್ ಸಭಾಪತಿ ಬಸವರಾಜ ಹೊರಟ್ಟಿ, ಸಚಿವರಾದ ಎಚ್.ಕೆ.ಪಾಟೀಲ್, ಶಾಸಕರು ಹಾಗೂ ಅಧಿಕಾರಿಗಳು ಉಪಸ್ಥಿತರಿದ್ದರು. bbox=[720, 1049, 952, 1089]
box-pratidina bbox=[942, 376, 1300, 506]
story-body bbox=[38, 1686, 263, 1986]
photo-chalavadi bbox=[270, 1686, 494, 1878]
